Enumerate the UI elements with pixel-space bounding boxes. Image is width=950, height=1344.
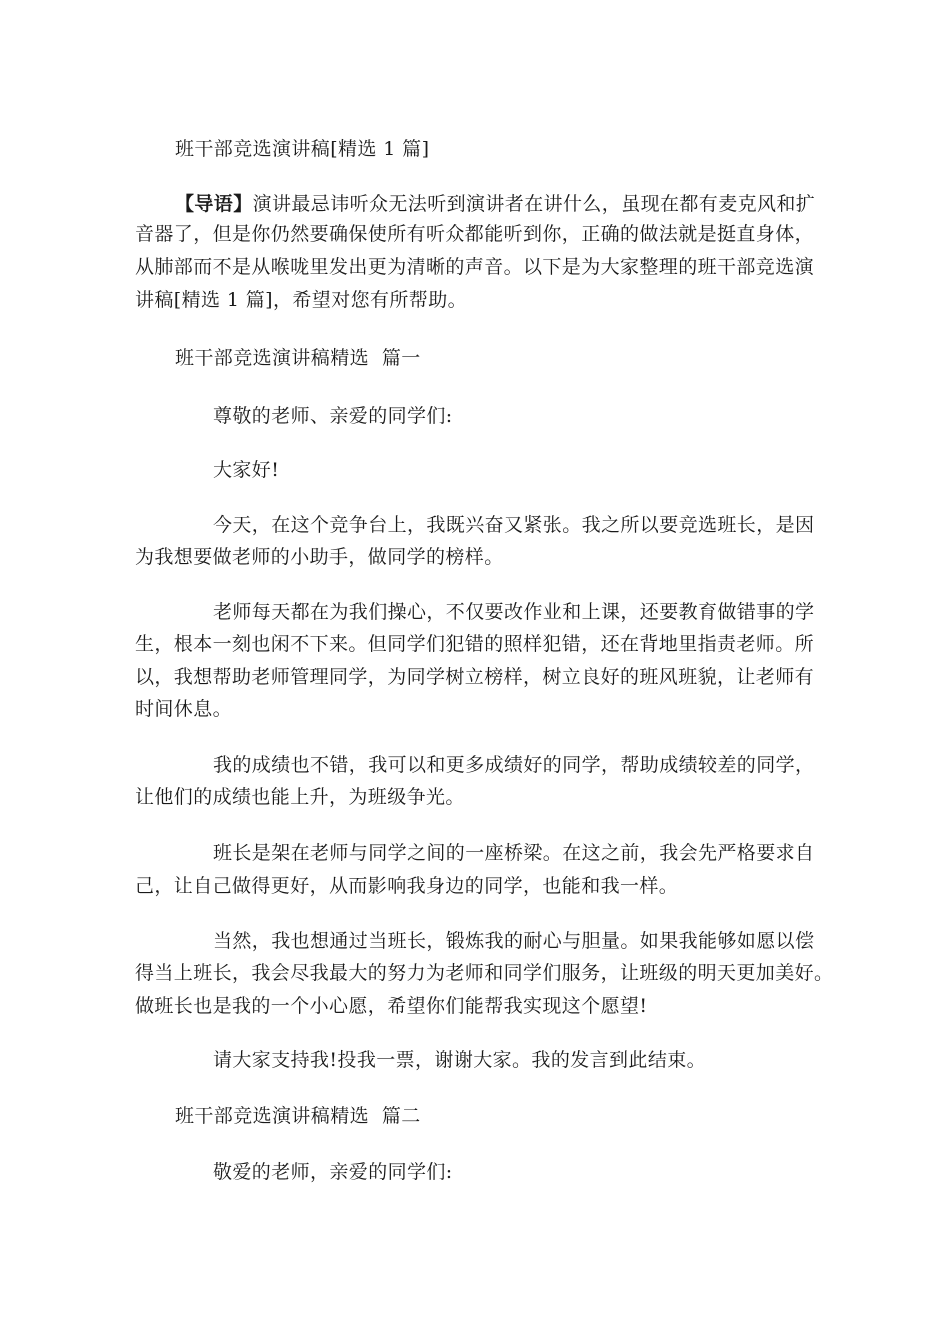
paragraph-line: 我的成绩也不错，我可以和更多成绩好的同学，帮助成绩较差的同学， bbox=[213, 754, 815, 776]
salutation-2: 敬爱的老师，亲爱的同学们: bbox=[213, 1161, 453, 1183]
paragraph-line: 请大家支持我!投我一票，谢谢大家。我的发言到此结束。 bbox=[213, 1049, 707, 1071]
paragraph-line: 得当上班长，我会尽我最大的努力为老师和同学们服务，让班级的明天更加美好。 bbox=[135, 962, 834, 984]
section-heading-2: 班干部竞选演讲稿精选 篇二 bbox=[175, 1105, 421, 1127]
paragraph-line: 老师每天都在为我们操心，不仅要改作业和上课，还要教育做错事的学 bbox=[213, 601, 815, 623]
paragraph-line: 己，让自己做得更好，从而影响我身边的同学，也能和我一样。 bbox=[135, 875, 679, 897]
intro-line-1 bbox=[175, 191, 815, 217]
paragraph-line: 以，我想帮助老师管理同学，为同学树立榜样，树立良好的班风班貌，让老师有 bbox=[135, 666, 815, 688]
document-title: 班干部竞选演讲稿[精选 1 篇] bbox=[175, 138, 430, 160]
paragraph-line: 班长是架在老师与同学之间的一座桥梁。在这之前，我会先严格要求自 bbox=[213, 842, 815, 864]
paragraph-line: 当然，我也想通过当班长，锻炼我的耐心与胆量。如果我能够如愿以偿 bbox=[213, 930, 815, 952]
salutation-1: 尊敬的老师、亲爱的同学们: bbox=[213, 405, 453, 427]
intro-line-4: 讲稿[精选 1 篇]，希望对您有所帮助。 bbox=[135, 289, 467, 311]
intro-text: 演讲最忌讳听众无法听到演讲者在讲什么，虽现在都有麦克风和扩 bbox=[252, 193, 816, 215]
paragraph-line: 时间休息。 bbox=[135, 698, 233, 720]
paragraph-line: 让他们的成绩也能上升，为班级争光。 bbox=[135, 786, 465, 808]
greeting-1: 大家好! bbox=[213, 459, 280, 481]
section-heading-1: 班干部竞选演讲稿精选 篇一 bbox=[175, 347, 421, 369]
paragraph-line: 生，根本一刻也闲不下来。但同学们犯错的照样犯错，还在背地里指责老师。所 bbox=[135, 633, 815, 655]
intro-line-3: 从肺部而不是从喉咙里发出更为清晰的声音。以下是为大家整理的班干部竞选演 bbox=[135, 256, 815, 278]
intro-tag: 【导语】 bbox=[175, 193, 253, 215]
paragraph-line: 做班长也是我的一个小心愿，希望你们能帮我实现这个愿望! bbox=[135, 995, 648, 1017]
paragraph-line: 为我想要做老师的小助手，做同学的榜样。 bbox=[135, 546, 504, 568]
intro-line-2: 音器了，但是你仍然要确保使所有听众都能听到你，正确的做法就是挺直身体， bbox=[135, 223, 815, 245]
paragraph-line: 今天，在这个竞争台上，我既兴奋又紧张。我之所以要竞选班长，是因 bbox=[213, 514, 815, 536]
